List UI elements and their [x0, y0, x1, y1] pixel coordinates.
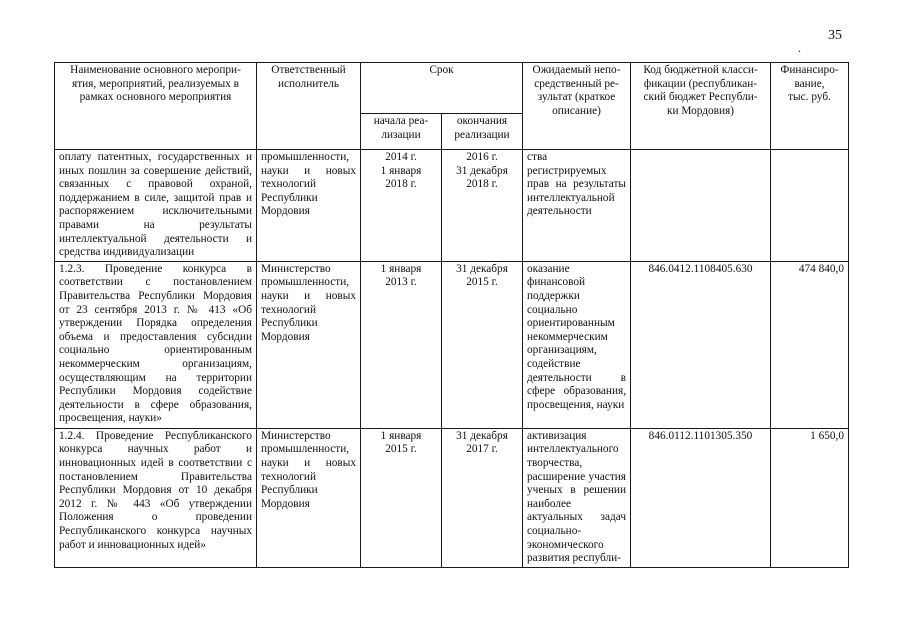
row-code — [631, 150, 771, 262]
row-end: 2016 г. 31 декабря 2018 г. — [442, 150, 523, 262]
header-responsible: Ответственный исполнитель — [257, 63, 361, 150]
page-number: 35 — [828, 28, 842, 43]
row-responsible: Министерство промышленности, науки и новых технологий Республики Мордовия — [257, 428, 361, 567]
header-start: начала реа- лизации — [361, 114, 442, 150]
table-row — [55, 261, 849, 428]
row-name: 1.2.4. Проведение Республиканского конкурса научных работ и инновационных идей в соответствии с постановлением Правительства Республики Мордовия от 10 декабря 2012 г. № 443 «Об утверждении Положения о проведении Республиканского конкурса научных работ и инновационных идей» — [55, 428, 257, 567]
header-finance: Финансиро- вание, тыс. руб. — [771, 63, 849, 150]
table-row — [55, 150, 849, 262]
row-responsible: Министерство промышленности, науки и новых технологий Республики Мордовия — [257, 261, 361, 428]
row-code: 846.0112.1101305.350 — [631, 428, 771, 567]
row-start: 1 января 2015 г. — [361, 428, 442, 567]
row-start: 2014 г. 1 января 2018 г. — [361, 150, 442, 262]
row-code: 846.0412.1108405.630 — [631, 261, 771, 428]
row-name: 1.2.3. Проведение конкурса в соответствии с постановлением Правительства Республики Мордовия от 23 сентября 2013 г. № 413 «Об утверждении Порядка определения объема и предоставления субсидии социально ориентированным некоммерческим организациям, осуществляющим на территории Республики Мордовия содействие деятельности в сфере образования, просвещения, науки» — [55, 261, 257, 428]
header-result: Ожидаемый непо- средственный ре- зультат (краткое описание) — [523, 63, 631, 150]
row-result: оказание финансовой поддержки социально ориентированным некоммерческим организациям, содействие деятельности в сфере образования, просвещения, науки — [523, 261, 631, 428]
row-end: 31 декабря 2017 г. — [442, 428, 523, 567]
header-term: Срок — [361, 63, 523, 114]
row-finance — [771, 150, 849, 262]
row-finance: 474 840,0 — [771, 261, 849, 428]
row-finance: 1 650,0 — [771, 428, 849, 567]
page-dot: . — [798, 41, 801, 55]
row-start: 1 января 2013 г. — [361, 261, 442, 428]
row-name: оплату патентных, государственных и иных пошлин за совершение действий, связанных с правовой охраной, поддержанием в силе, защитой прав и распоряжением исключительными правами на результаты интеллектуальной деятельности и средства индивидуализации — [55, 150, 257, 262]
row-responsible: промышленности, науки и новых технологий Республики Мордовия — [257, 150, 361, 262]
header-code: Код бюджетной класси- фикации (республикан- ский бюджет Республи- ки Мордовия) — [631, 63, 771, 150]
header-end: окончания реализации — [442, 114, 523, 150]
table-row — [55, 428, 849, 567]
program-table — [54, 62, 849, 568]
row-end: 31 декабря 2015 г. — [442, 261, 523, 428]
row-result: активизация интеллектуального творчества, расширение участия ученых в решении наиболее актуальных задач социально-экономического развития республи- — [523, 428, 631, 567]
header-name: Наименование основного меропри- ятия, мероприятий, реализуемых в рамках основного мероприятия — [55, 63, 257, 150]
row-result: ства регистрируемых прав на результаты интеллектуальной деятельности — [523, 150, 631, 262]
